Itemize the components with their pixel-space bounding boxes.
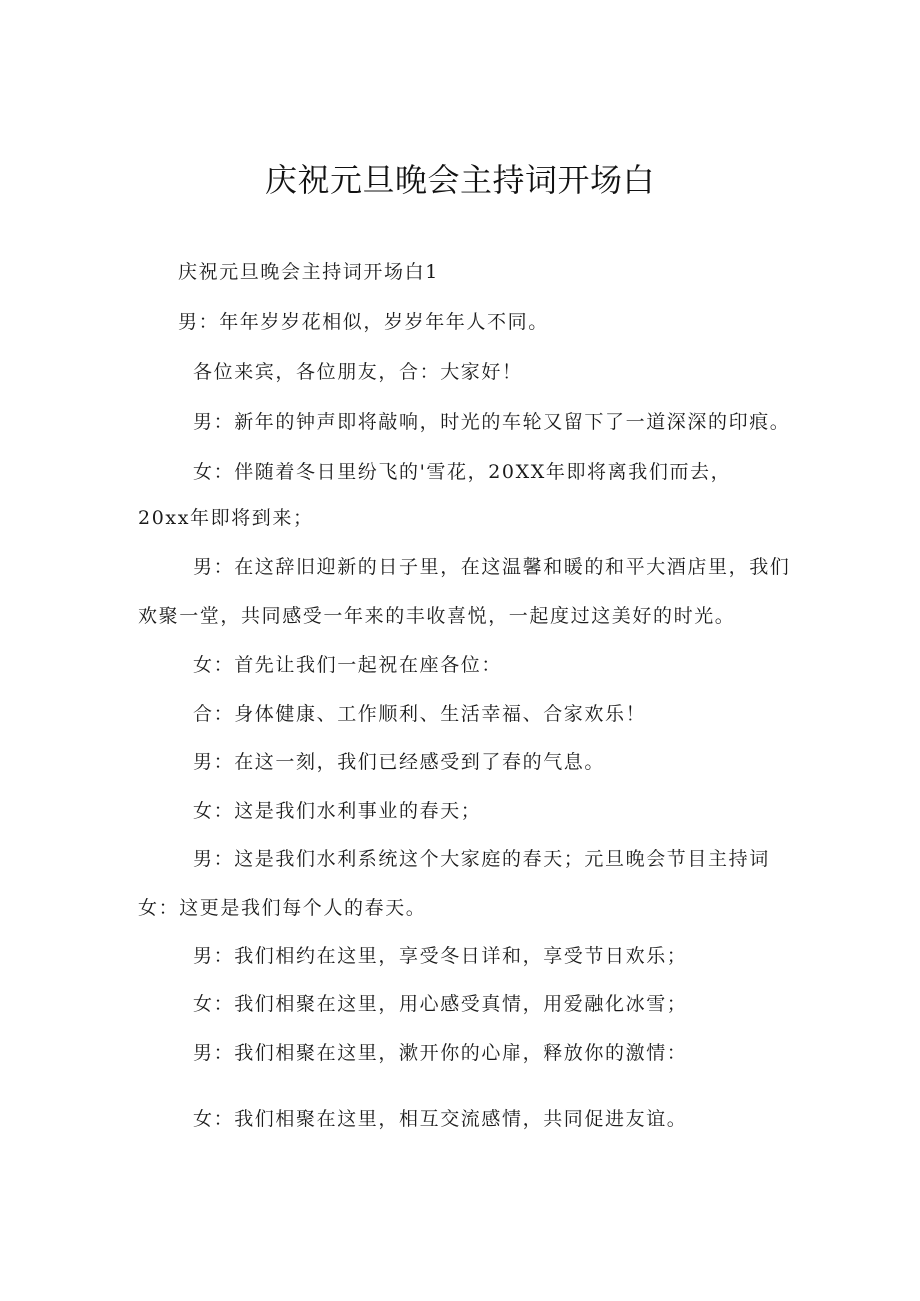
document-title: 庆祝元旦晚会主持词开场白 [264,161,655,199]
text-line: 男：新年的钟声即将敲响，时光的车轮又留下了一道深深的印痕。 [193,411,791,433]
text-line: 20xx年即将到来； [138,507,314,529]
text-line: 男：我们相聚在这里，漱开你的心扉，释放你的激情： [193,1042,688,1064]
text-line: 男：这是我们水利系统这个大家庭的春天；元旦晚会节目主持词 [193,848,770,870]
text-line: 庆祝元旦晚会主持词开场白1 [178,261,439,283]
text-line: 男：在这一刻，我们已经感受到了春的气息。 [193,751,606,773]
text-line: 各位来宾，各位朋友，合：大家好！ [193,361,523,383]
text-line: 女：我们相聚在这里，相互交流感情，共同促进友谊。 [193,1108,688,1130]
text-line: 女：这是我们水利事业的春天； [193,800,482,822]
text-line: 欢聚一堂，共同感受一年来的丰收喜悦，一起度过这美好的时光。 [138,605,736,627]
text-line: 女：首先让我们一起祝在座各位： [193,654,503,676]
text-line: 女：伴随着冬日里纷飞的'雪花，20XX年即将离我们而去， [193,461,732,483]
text-line: 男：年年岁岁花相似，岁岁年年人不同。 [178,311,549,333]
text-line: 男：我们相约在这里，享受冬日详和，享受节日欢乐； [193,945,688,967]
text-line: 男：在这辞旧迎新的日子里，在这温馨和暖的和平大酒店里，我们 [193,556,791,578]
text-line: 女：我们相聚在这里，用心感受真情，用爱融化冰雪； [193,993,688,1015]
text-line: 女：这更是我们每个人的春天。 [138,897,427,919]
text-line: 合：身体健康、工作顺利、生活幸福、合家欢乐！ [193,703,647,725]
